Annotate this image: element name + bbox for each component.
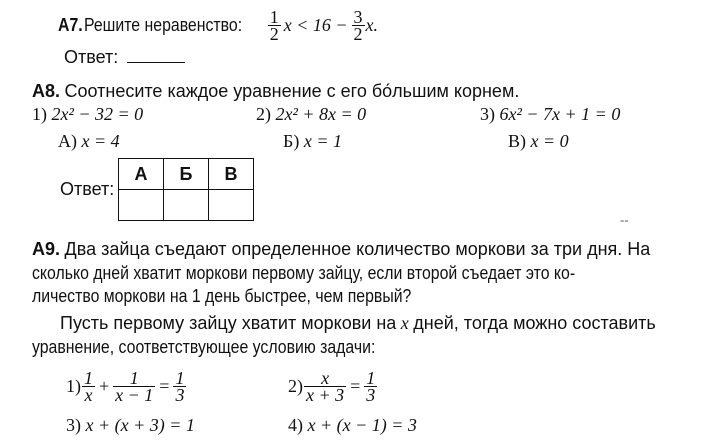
a8-equation-3: 3) 6x² − 7x + 1 = 0: [480, 104, 621, 124]
a8-question: [32, 80, 519, 102]
a9-line-1: А9. Два зайца съедают определенное количество моркови за три дня. На: [32, 239, 651, 259]
a8-number: А8.: [32, 81, 61, 101]
a7-text: Решите неравенство:: [84, 15, 243, 35]
a8-equation-2: 2) 2x² + 8x = 0: [256, 104, 367, 124]
a9-line-4: Пусть первому зайцу хватит моркови на x дней, тогда можно составить: [60, 313, 656, 333]
option-1-fraction-1: $\frac{1}{x}$: [84, 367, 93, 405]
a7-number: А7.: [58, 15, 83, 35]
a7-fraction-2: $\frac{3}{2}$: [353, 6, 363, 44]
a9-line-3: личество моркови на 1 день быстрее, чем первый?: [32, 286, 412, 306]
table-header-a: А: [119, 159, 164, 190]
table-cell-c[interactable]: [209, 190, 254, 221]
a8-equation-1: 1) 2x² − 32 = 0: [32, 104, 144, 124]
a8-root-b: Б) x = 1: [283, 131, 342, 151]
a9-line-2: сколько дней хватит моркови первому зайцу, если второй съедает это ко-: [32, 263, 576, 283]
option-1-fraction-3: $\frac{1}{3}$: [175, 367, 185, 405]
option-2-fraction-1: $\frac{x}{x + 3}$: [306, 367, 345, 405]
a8-text: Соотнесите каждое уравнение с его бо́льшим корнем.: [64, 81, 520, 101]
table-header-b: Б: [164, 159, 209, 190]
a9-line-5: уравнение, соответствующее условию задачи:: [32, 337, 376, 357]
table-cell-b[interactable]: [164, 190, 209, 221]
a7-answer-label: Ответ:: [64, 47, 119, 67]
a9-option-3: 3) x + (x + 3) = 1: [66, 415, 195, 435]
a7-answer: [64, 46, 185, 68]
table-header-c: В: [209, 159, 254, 190]
a9-number: А9.: [32, 239, 61, 259]
a7-question: [58, 8, 378, 42]
corner-mark: --: [620, 212, 629, 227]
a9-option-2: 2) $\frac{x}{x + 3}$ = $\frac{1}{3}$: [288, 367, 376, 405]
table-cell-a[interactable]: [119, 190, 164, 221]
a7-answer-field[interactable]: [127, 48, 185, 63]
a9-option-4: 4) x + (x − 1) = 3: [288, 415, 417, 435]
a7-lhs-tail: x < 16 −: [283, 15, 348, 35]
a7-fraction-1: $\frac{1}{2}$: [269, 6, 279, 44]
a9-option-1: 1) $\frac{1}{x}$ + $\frac{1}{x - 1}$ = $\frac{1}{3}$: [66, 367, 185, 405]
a8-root-a: А) x = 4: [58, 131, 120, 151]
option-1-fraction-2: $\frac{1}{x - 1}$: [115, 367, 154, 405]
a8-answer-label: Ответ:: [60, 179, 115, 199]
a8-answer-table: [118, 158, 254, 221]
a7-rhs-tail: x.: [365, 15, 378, 35]
option-2-fraction-2: $\frac{1}{3}$: [366, 367, 376, 405]
a8-root-c: В) x = 0: [508, 131, 569, 151]
